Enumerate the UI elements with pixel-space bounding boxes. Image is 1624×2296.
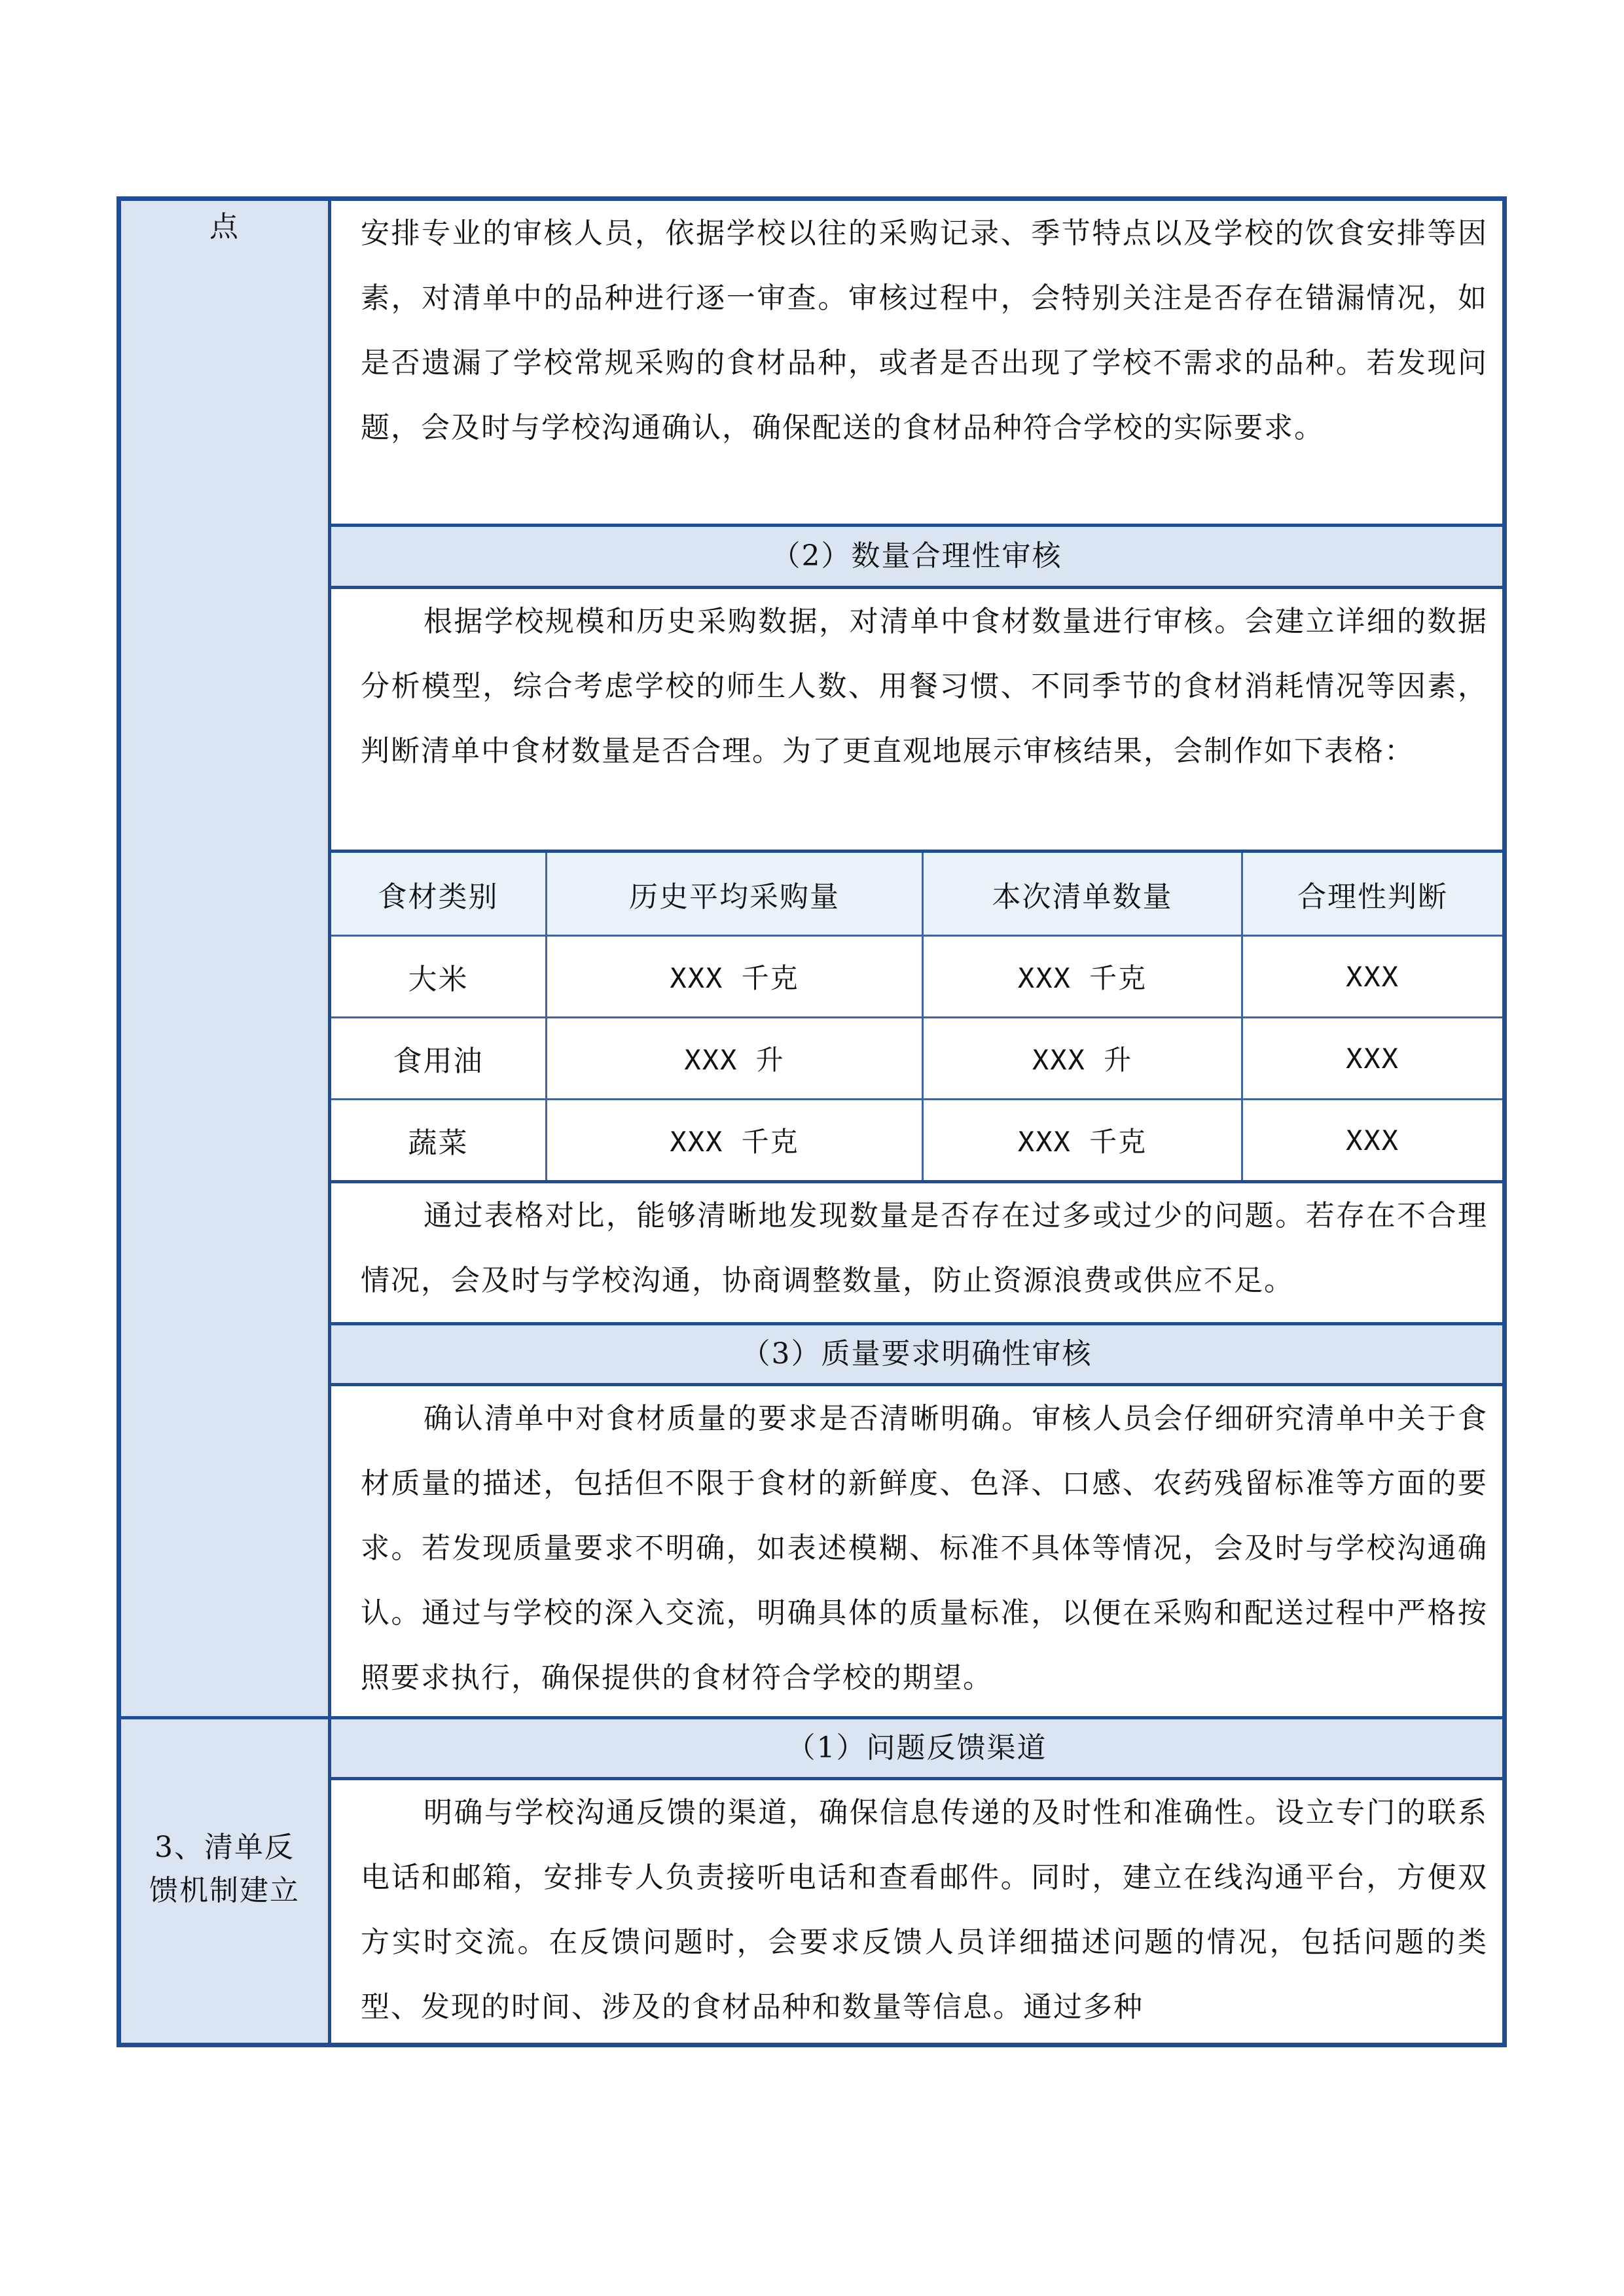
table-cell: XXX 升 bbox=[1032, 1044, 1133, 1076]
table-cell: XXX bbox=[1346, 1124, 1399, 1157]
row-label-continuation: 点 bbox=[209, 210, 240, 243]
table-header-cell: 历史平均采购量 bbox=[629, 880, 840, 914]
table-header-cell: 合理性判断 bbox=[1297, 880, 1448, 914]
document-table-frame bbox=[117, 196, 1507, 2047]
quantity-paragraph: 根据学校规模和历史采购数据，对清单中食材数量进行审核。会建立详细的数据分析模型，综合考虑学校的师生人数、用餐习惯、不同季节的食材消耗情况等因素，判断清单中食材数量是否合理。为了更直观地展示审核结果，会制作如下表格： bbox=[361, 605, 1488, 768]
row-label-feedback-mechanism: 3、清单反馈机制建立 bbox=[149, 1831, 300, 1907]
table-cell: XXX 升 bbox=[684, 1044, 785, 1076]
table-header-cell: 食材类别 bbox=[378, 880, 499, 914]
table-header-cell: 本次清单数量 bbox=[992, 880, 1173, 914]
table-cell: XXX 千克 bbox=[670, 962, 799, 994]
table-cell: 食用油 bbox=[393, 1045, 484, 1078]
table-cell: 大米 bbox=[408, 963, 469, 996]
intro-paragraph: 安排专业的审核人员，依据学校以往的采购记录、季节特点以及学校的饮食安排等因素，对清单中的品种进行逐一审查。审核过程中，会特别关注是否存在错漏情况，如是否遗漏了学校常规采购的食材品种，或者是否出现了学校不需求的品种。若发现问题，会及时与学校沟通确认，确保配送的食材品种符合学校的实际要求。 bbox=[361, 217, 1488, 444]
table-cell: XXX 千克 bbox=[1017, 1126, 1147, 1158]
feedback-title: （1）问题反馈渠道 bbox=[786, 1731, 1047, 1765]
table-conclusion-paragraph: 通过表格对比，能够清晰地发现数量是否存在过多或过少的问题。若存在不合理情况，会及时与学校沟通，协商调整数量，防止资源浪费或供应不足。 bbox=[361, 1199, 1488, 1297]
table-cell: XXX bbox=[1346, 1042, 1399, 1075]
table-cell: 蔬菜 bbox=[408, 1126, 469, 1160]
table-cell: XXX 千克 bbox=[670, 1126, 799, 1158]
table-cell: XXX 千克 bbox=[1017, 962, 1147, 994]
table-cell: XXX bbox=[1346, 960, 1399, 993]
quality-paragraph: 确认清单中对食材质量的要求是否清晰明确。审核人员会仔细研究清单中关于食材质量的描述，包括但不限于食材的新鲜度、色泽、口感、农药残留标准等方面的要求。若发现质量要求不明确，如表述模糊、标准不具体等情况，会及时与学校沟通确认。通过与学校的深入交流，明确具体的质量标准，以便在采购和配送过程中严格按照要求执行，确保提供的食材符合学校的期望。 bbox=[361, 1402, 1488, 1695]
quality-title: （3）质量要求明确性审核 bbox=[741, 1337, 1092, 1371]
quantity-title: （2）数量合理性审核 bbox=[771, 539, 1062, 573]
left-label-column bbox=[121, 201, 328, 2043]
feedback-paragraph: 明确与学校沟通反馈的渠道，确保信息传递的及时性和准确性。设立专门的联系电话和邮箱，安排专人负责接听电话和查看邮件。同时，建立在线沟通平台，方便双方实时交流。在反馈问题时，会要求反馈人员详细描述问题的情况，包括问题的类型、发现的时间、涉及的食材品种和数量等信息。通过多种 bbox=[361, 1796, 1488, 2024]
